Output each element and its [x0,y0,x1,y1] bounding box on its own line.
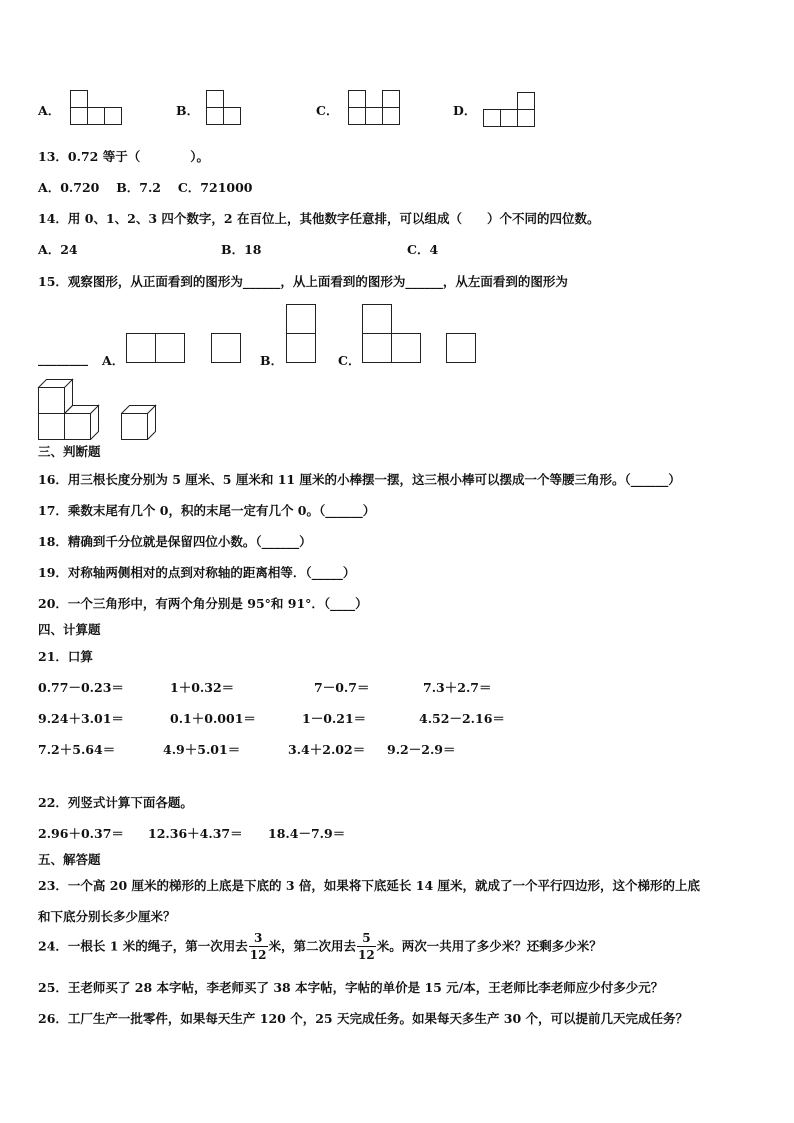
question-24 [38,932,602,961]
fraction-numerator: 5 [357,932,376,947]
question-14-option-b: B．18 [221,242,262,257]
calc-item: 7－0.7＝ [314,680,370,695]
section-5-heading: 五、解答题 [38,852,101,867]
fraction-3-12 [249,932,268,961]
calc-item: 7.2＋5.64＝ [38,742,116,757]
question-13: 13．0.72 等于（ ）。 [38,149,209,164]
question-15-blank: ________ [38,351,88,366]
option-d-label: D． [453,103,477,118]
section-3-heading: 三、判断题 [38,444,101,459]
calc-item: 1－0.21＝ [302,711,367,726]
calc-item: 4.9＋5.01＝ [163,742,241,757]
calc-item: 3.4＋2.02＝ [288,742,366,757]
calc-item: 1＋0.32＝ [170,680,235,695]
question-14-option-c: C．4 [407,242,439,257]
question-24-part-1: 24．一根长 1 米的绳子，第一次用去 [38,938,248,954]
section-4-heading: 四、计算题 [38,622,101,637]
calc-item: 2.96＋0.37＝ [38,826,124,841]
question-23-line-2: 和下底分别长多少厘米？ [38,909,176,924]
option-b-figure [206,90,242,126]
question-25: 25．王老师买了 28 本字帖，李老师买了 38 本字帖，字帖的单价是 15 元/本，王老师比李老师应少付多少元？ [38,980,664,995]
option-c-label: C． [316,103,339,118]
question-23-line-1: 23．一个高 20 厘米的梯形的上底是下底的 3 倍，如果将下底延长 14 厘米，就成了一个平行四边形，这个梯形的上底 [38,878,700,893]
question-24-part-2: 米，第二次用去 [268,938,357,954]
option-a-figure [70,90,122,126]
fraction-numerator: 3 [249,932,268,947]
question-21-title: 21．口算 [38,649,93,664]
calc-item: 12.36＋4.37＝ [148,826,243,841]
calc-item: 0.77－0.23＝ [38,680,124,695]
question-22-title: 22．列竖式计算下面各题。 [38,795,193,810]
question-15-option-a-figure [126,333,246,365]
option-b-label: B． [176,103,200,118]
option-a-label: A． [38,103,61,118]
question-19: 19．对称轴两侧相对的点到对称轴的距离相等．（_____） [38,565,356,580]
calc-item: 7.3＋2.7＝ [423,680,492,695]
fraction-5-12 [357,932,376,961]
calc-item: 18.4－7.9＝ [268,826,346,841]
question-18: 18．精确到千分位就是保留四位小数。（______） [38,534,312,549]
fraction-denominator: 12 [249,948,267,962]
question-15-option-a-label: A． [102,353,125,368]
question-15-option-c-figure [362,304,482,366]
question-15-option-b-label: B． [260,353,284,368]
calc-item: 9.24＋3.01＝ [38,711,124,726]
calc-item: 4.52－2.16＝ [419,711,505,726]
question-14-option-a: A．24 [38,242,78,257]
question-15: 15．观察图形，从正面看到的图形为______，从上面看到的图形为______，从左面看到的图形为 [38,274,568,289]
option-d-figure [483,92,535,128]
option-c-figure [348,90,400,126]
calc-item: 0.1＋0.001＝ [170,711,256,726]
question-26: 26．工厂生产一批零件，如果每天生产 120 个，25 天完成任务。如果每天多生产 30 个，可以提前几天完成任务？ [38,1011,689,1026]
cube-stack-figure [38,379,168,441]
question-17: 17．乘数末尾有几个 0，积的末尾一定有几个 0。（______） [38,503,376,518]
question-15-option-b-figure [286,304,318,366]
question-16: 16．用三根长度分别为 5 厘米、5 厘米和 11 厘米的小棒摆一摆，这三根小棒可以摆成一个等腰三角形。（______） [38,472,681,487]
question-15-option-c-label: C． [338,353,361,368]
question-24-part-3: 米。两次一共用了多少米？还剩多少米？ [376,938,602,954]
calc-item: 9.2－2.9＝ [387,742,456,757]
question-13-options: A．0.720 B．7.2 C．721000 [38,180,253,195]
question-20: 20．一个三角形中，有两个角分别是 95°和 91°．（____） [38,596,368,611]
question-14: 14．用 0、1、2、3 四个数字，2 在百位上，其他数字任意排，可以组成（ ）个不同的四位数。 [38,211,600,226]
fraction-denominator: 12 [358,948,375,962]
